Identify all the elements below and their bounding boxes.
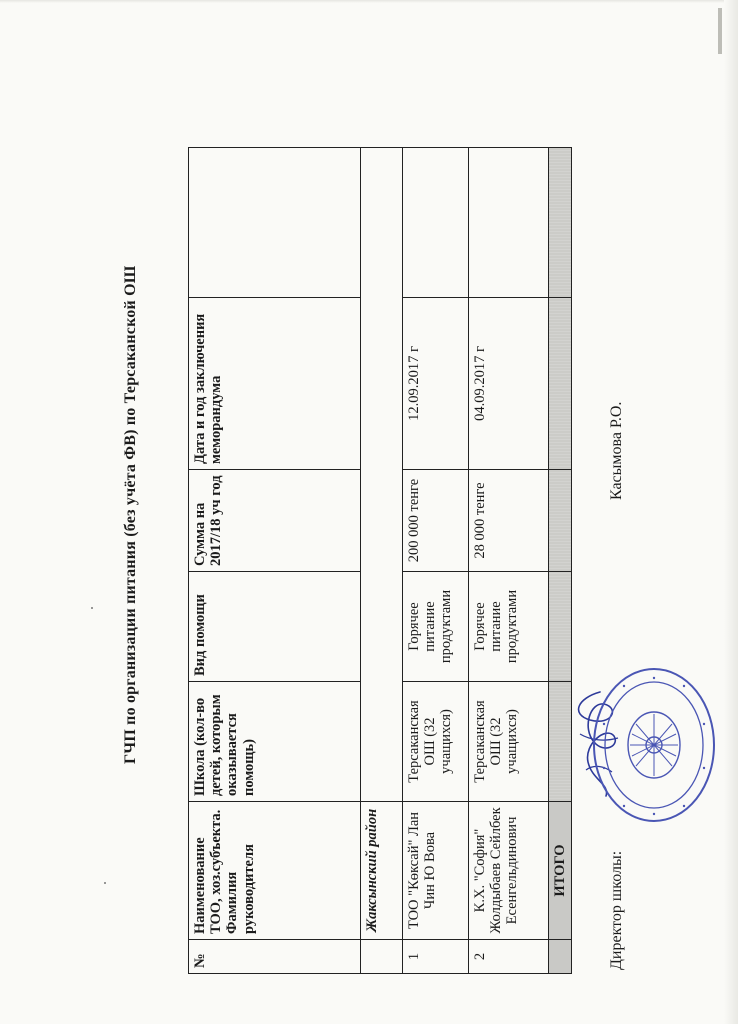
total-label: ИТОГО bbox=[549, 802, 572, 940]
director-name: Касымова Р.О. bbox=[608, 401, 625, 500]
district-num-cell bbox=[361, 940, 403, 974]
header-school: Школа (кол-во детей, которым оказывается помощь) bbox=[189, 682, 361, 802]
row-date: 04.09.2017 г bbox=[469, 298, 549, 470]
header-date: Дата и год заключения меморандума bbox=[189, 298, 361, 470]
row-school: Терсаканская ОШ (32 учащихся) bbox=[403, 682, 469, 802]
agreements-table bbox=[188, 147, 572, 974]
header-kind: Вид помощи bbox=[189, 572, 361, 682]
row-num: 1 bbox=[403, 940, 469, 974]
director-label: Директор школы: bbox=[608, 850, 625, 970]
total-cell bbox=[549, 572, 572, 682]
district-name: Жаксынский район bbox=[361, 802, 403, 940]
total-num-cell bbox=[549, 940, 572, 974]
row-sum: 200 000 тенге bbox=[403, 470, 469, 572]
district-row bbox=[361, 148, 403, 974]
row-kind: Горячее питание продуктами bbox=[403, 572, 469, 682]
header-sum: Сумма на 2017/18 уч год bbox=[189, 470, 361, 572]
row-school: Терсаканская ОШ (32 учащихся) bbox=[469, 682, 549, 802]
total-cell bbox=[549, 298, 572, 470]
header-empty bbox=[189, 148, 361, 298]
header-org: Наименование ТОО, хоз.субъекта. Фамилия руководителя bbox=[189, 802, 361, 940]
table-header-row bbox=[189, 148, 361, 974]
row-kind: Горячее питание продуктами bbox=[469, 572, 549, 682]
table-row bbox=[469, 148, 549, 974]
document-title: ГЧП по организации питания (без учёта ФВ) по Терсаканской ОШ bbox=[122, 265, 139, 764]
row-org: К.Х. "София" Жолдыбаев Сейлбек Есенгельдинович bbox=[469, 802, 549, 940]
row-num: 2 bbox=[469, 940, 549, 974]
district-empty-cell bbox=[361, 148, 403, 802]
row-empty bbox=[469, 148, 549, 298]
school-seal-stamp bbox=[590, 664, 718, 826]
scan-edge-top bbox=[0, 0, 738, 3]
total-row bbox=[549, 148, 572, 974]
row-sum: 28 000 тенге bbox=[469, 470, 549, 572]
row-org: ТОО "Көксай" Лан Чин Ю Вова bbox=[403, 802, 469, 940]
rotated-document bbox=[78, 34, 738, 1004]
total-cell bbox=[549, 148, 572, 298]
row-date: 12.09.2017 г bbox=[403, 298, 469, 470]
row-empty bbox=[403, 148, 469, 298]
table-row bbox=[403, 148, 469, 974]
header-num: № bbox=[189, 940, 361, 974]
total-cell bbox=[549, 470, 572, 572]
